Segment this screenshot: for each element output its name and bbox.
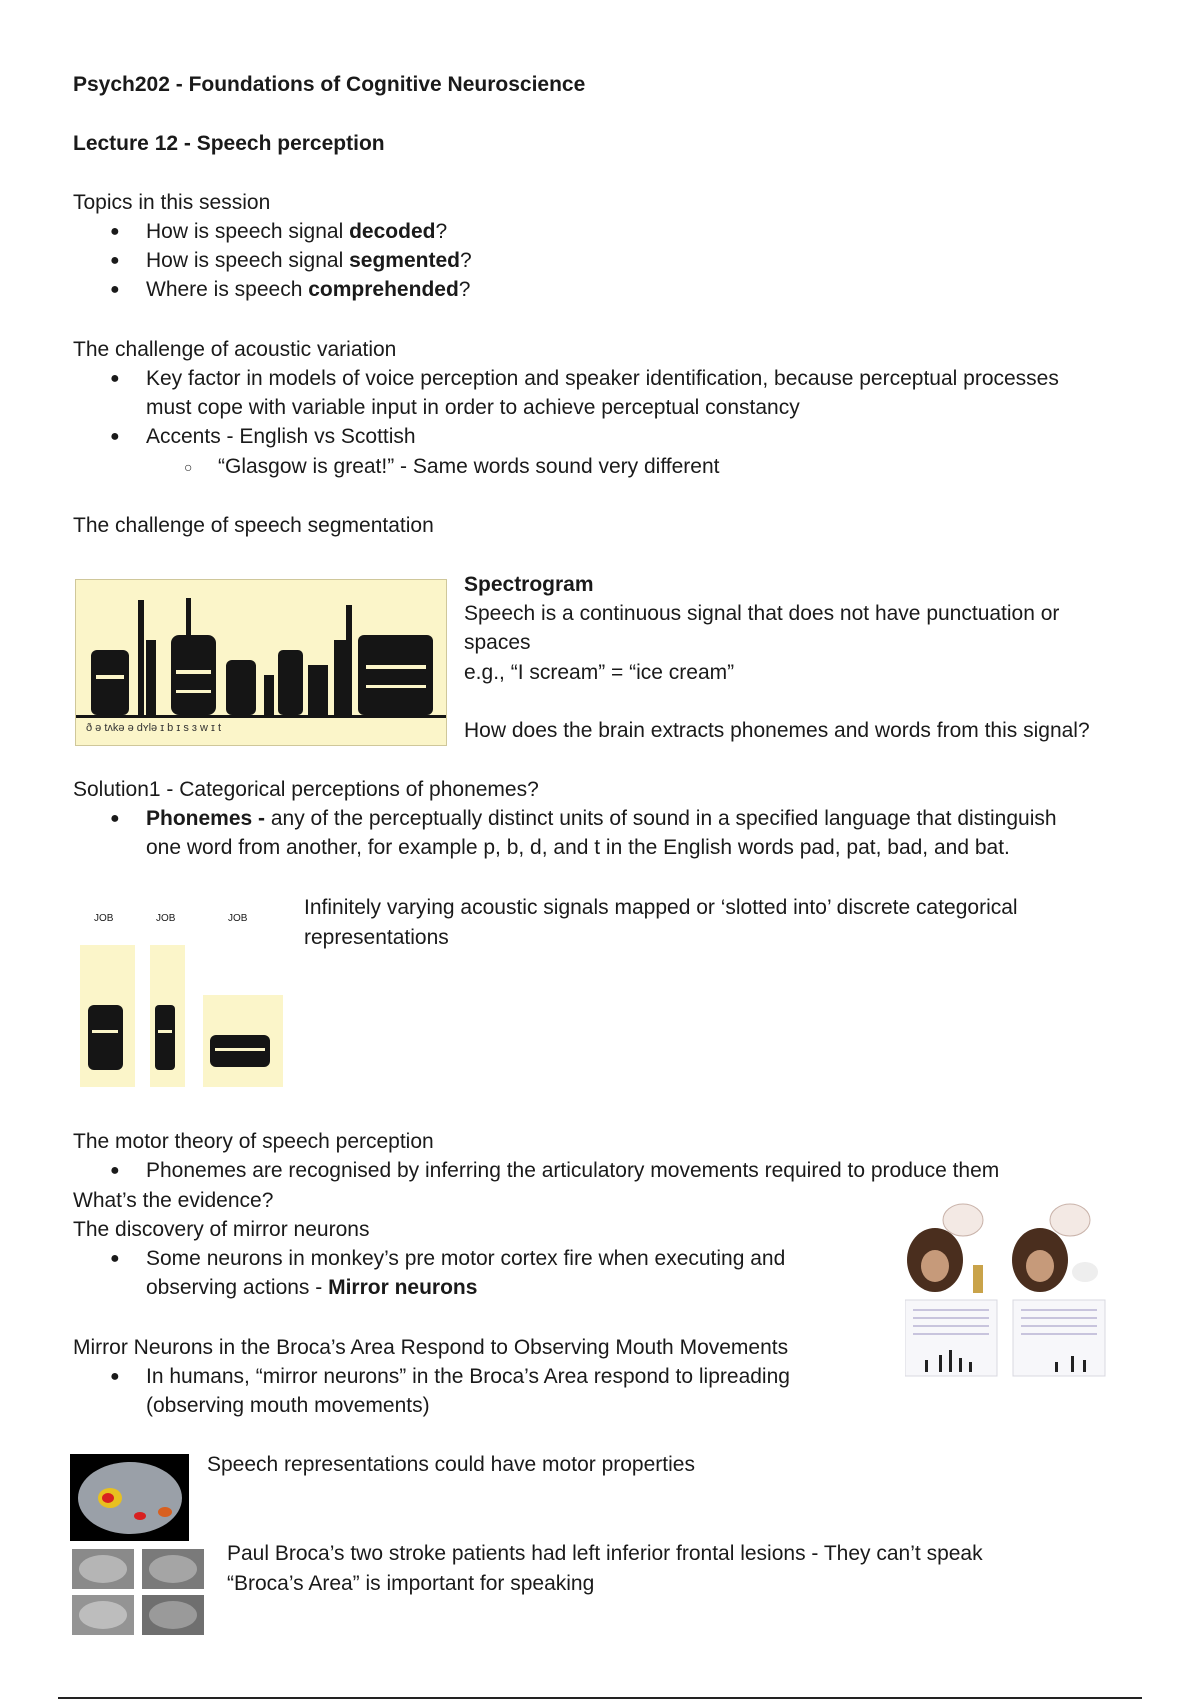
broca-brains-image <box>70 1547 208 1639</box>
bullet-icon: ● <box>110 370 120 387</box>
acoustic-heading: The challenge of acoustic variation <box>73 338 397 361</box>
small-spectrograms-graphic <box>80 945 290 1090</box>
segmentation-heading: The challenge of speech segmentation <box>73 514 434 537</box>
spectrogram-phonetic-labels: ð ə tʌkə ə dʏlə ɪ b ɪ s ɜ w ɪ t <box>86 722 222 734</box>
bullet-icon: ● <box>110 1162 120 1179</box>
course-title: Psych202 - Foundations of Cognitive Neuroscience <box>73 73 586 96</box>
spectrogram-text: spaces <box>464 631 531 654</box>
topic-item: Where is speech comprehended? <box>146 278 471 301</box>
spectrogram-example: e.g., “I scream” = “ice cream” <box>464 661 735 684</box>
spectrogram-graphic <box>76 580 446 745</box>
bullet-icon: ● <box>110 1368 120 1385</box>
bullet-icon: ● <box>110 810 120 827</box>
acoustic-sub-item: “Glasgow is great!” - Same words sound very different <box>218 455 720 478</box>
bullet-icon: ● <box>110 428 120 445</box>
brain-grid-graphic <box>70 1547 208 1639</box>
solution1-heading: Solution1 - Categorical perceptions of phonemes? <box>73 778 539 801</box>
spectrogram-label: JOB <box>156 913 176 924</box>
sub-bullet-icon: ○ <box>184 459 193 475</box>
brain-activation-image <box>70 1454 189 1541</box>
lecture-title: Lecture 12 - Speech perception <box>73 132 385 155</box>
phoneme-definition: Phonemes - any of the perceptually distinct units of sound in a specified language that distinguish <box>146 807 1057 830</box>
mirror-bullet-line: Some neurons in monkey’s pre motor cortex fire when executing and <box>146 1247 786 1270</box>
spectrogram-question: How does the brain extracts phonemes and words from this signal? <box>464 719 1090 742</box>
broca-bullet-line: (observing mouth movements) <box>146 1394 430 1417</box>
topics-heading: Topics in this session <box>73 191 271 214</box>
bullet-icon: ● <box>110 1250 120 1267</box>
mapping-text: representations <box>304 926 449 949</box>
spectrogram-label: JOB <box>94 913 114 924</box>
broca-stroke-text: Paul Broca’s two stroke patients had left inferior frontal lesions - They can’t speak <box>227 1542 983 1565</box>
brain-graphic <box>70 1454 189 1541</box>
acoustic-bullet-line: must cope with variable input in order to achieve perceptual constancy <box>146 396 800 419</box>
bullet-icon: ● <box>110 252 120 269</box>
broca-bullet-line: In humans, “mirror neurons” in the Broca’s Area respond to lipreading <box>146 1365 790 1388</box>
evidence-question: What’s the evidence? <box>73 1189 274 1212</box>
spectrogram-label: JOB <box>228 913 248 924</box>
monkey-graphic <box>905 1200 1115 1380</box>
motor-heading: The motor theory of speech perception <box>73 1130 434 1153</box>
broca-area-text: “Broca’s Area” is important for speaking <box>227 1572 595 1595</box>
topic-item: How is speech signal segmented? <box>146 249 472 272</box>
categorical-spectrograms <box>80 910 290 1090</box>
motor-properties-text: Speech representations could have motor properties <box>207 1453 695 1476</box>
bullet-icon: ● <box>110 281 120 298</box>
spectrogram-image <box>75 579 447 746</box>
monkey-mirror-neuron-figure <box>905 1200 1115 1380</box>
spectrogram-text: Speech is a continuous signal that does not have punctuation or <box>464 602 1060 625</box>
acoustic-bullet-line: Key factor in models of voice perception and speaker identification, because perceptual processes <box>146 367 1059 390</box>
motor-bullet: Phonemes are recognised by inferring the articulatory movements required to produce them <box>146 1159 1000 1182</box>
acoustic-bullet-line: Accents - English vs Scottish <box>146 425 416 448</box>
topic-item: How is speech signal decoded? <box>146 220 448 243</box>
bullet-icon: ● <box>110 223 120 240</box>
mirror-heading: The discovery of mirror neurons <box>73 1218 370 1241</box>
mapping-text: Infinitely varying acoustic signals mapped or ‘slotted into’ discrete categorical <box>304 896 1018 919</box>
broca-heading: Mirror Neurons in the Broca’s Area Respond to Observing Mouth Movements <box>73 1336 789 1359</box>
mirror-bullet-line: observing actions - Mirror neurons <box>146 1276 478 1299</box>
footer-divider <box>58 1697 1142 1699</box>
phoneme-definition-cont: one word from another, for example p, b, d, and t in the English words pad, pat, bad, and bat. <box>146 836 1010 859</box>
spectrogram-title: Spectrogram <box>464 573 594 596</box>
